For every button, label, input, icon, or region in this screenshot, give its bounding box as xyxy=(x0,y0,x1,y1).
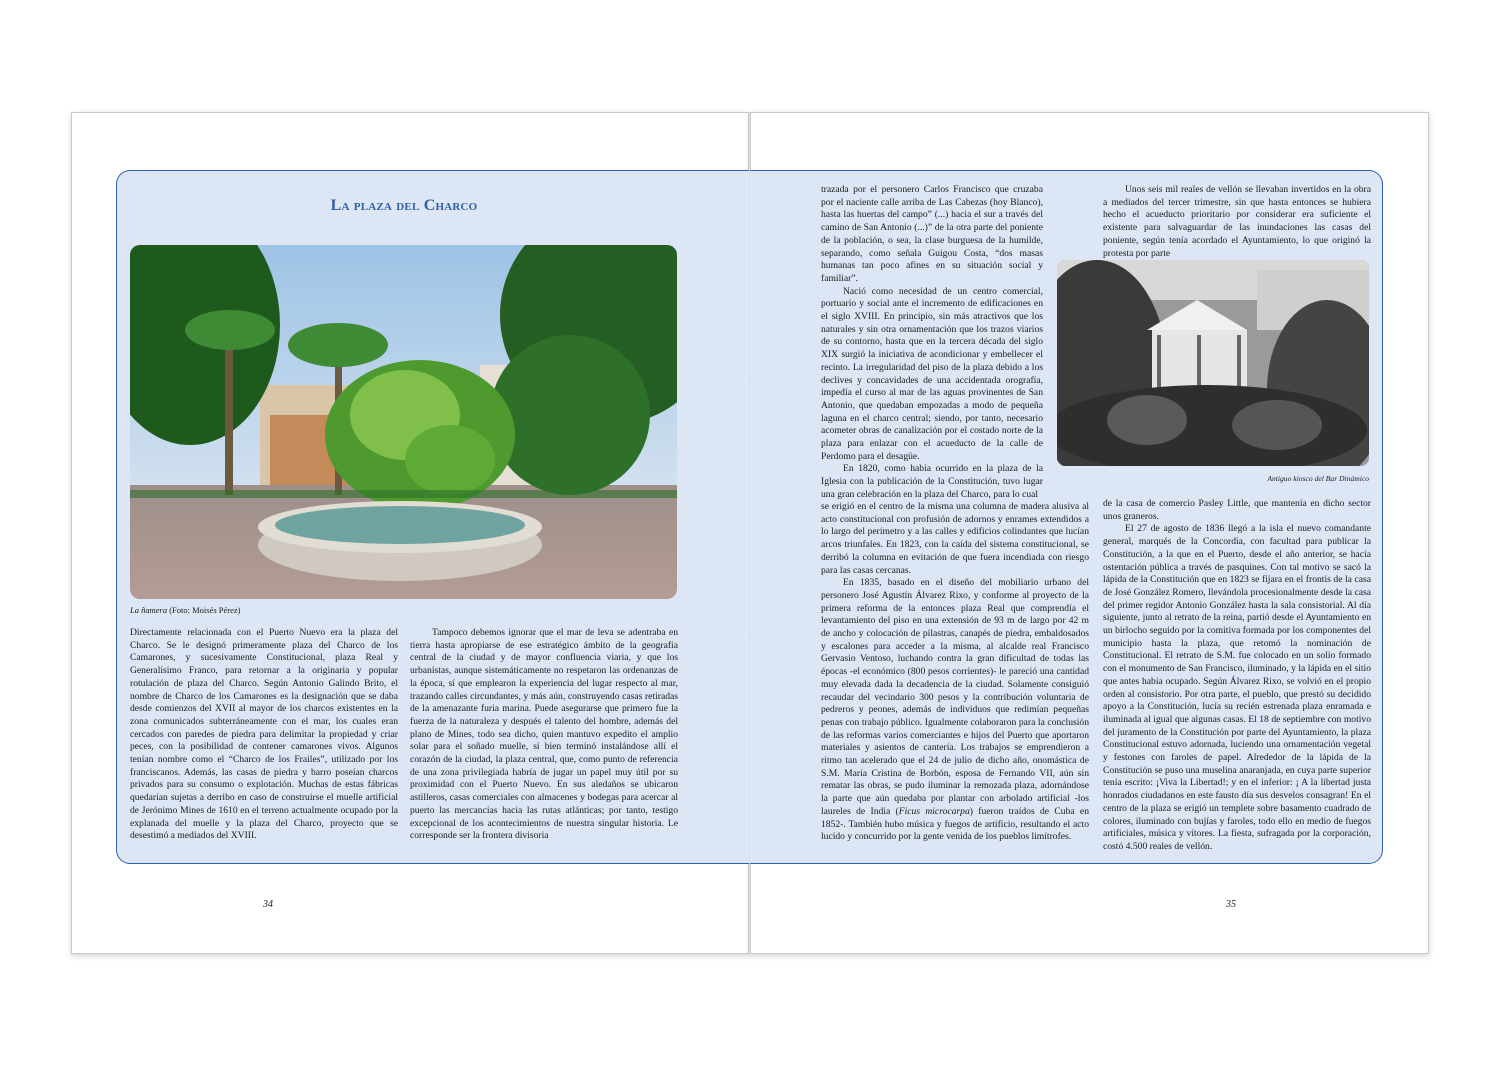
kiosk-historic-photo xyxy=(1057,260,1369,466)
page-number-right: 35 xyxy=(1226,899,1236,910)
paragraph: Unos seis mil reales de vellón se llevaban invertidos en la obra a mediados del tercer trimestre, sin que hasta entonces se hubiera hecho el acueducto prioritario por considerar era suficiente el existente para salvaguardar de las inundaciones las casas del poniente, según tenía acordado el Ayuntamiento, lo que originó la protesta por parte xyxy=(1103,184,1371,259)
text-column-4-lower xyxy=(1103,498,1371,854)
text-column-3 xyxy=(821,184,1043,502)
paragraph: En 1835, basado en el diseño del mobiliario urbano del personero José Agustín Álvarez Rixo, y conforme al proyecto de la primera reforma de la entonces plaza Real que comprendía el levantamiento del piso en una extensión de 93 m de largo por 42 m de ancho y colocación de pilastras, canapés de piedra, embaldosados y escalones para acceder a la misma, al alcalde real Francisco Gervasio Ventoso, luchando contra la gran dificultad de todas las épocas -el económico (800 pesos corrientes)- le pareció una cantidad muy elevada dada la decadencia de la ciudad. Solamente consiguió recaudar del vecindario 300 pesos y la contribución voluntaria de pedreros y peones, además de individuos que redimían pequeñas penas con trabajo público. Igualmente colaboraron para la conclusión de las reformas varios comerciantes e hijos del Puerto que aportaron materiales y asientos de cantería. Los trabajos se emprendieron a ritmo tan acelerado que el 24 de julio de dicho año, onomástica de S.M. María Cristina de Borbón, esposa de Fernando VII, aún sin rematar las obras, se pudo iluminar la remozada plaza, adornándose la parte que aún quedaba por plantar con arbolado artificial -los laureles de India (Ficus microcarpa) fueron traídos de Cuba en 1852-. También hubo música y fuegos de artificio, resultando el acto lucido y concurrido por la gente venida de los pueblos limítrofes. xyxy=(821,577,1089,843)
paragraph: de la casa de comercio Pasley Little, que mantenía en dicho sector unos graneros. xyxy=(1103,498,1371,522)
paragraph: Directamente relacionada con el Puerto Nuevo era la plaza del Charco. Se le designó primeramente plaza del Charco de los Camarones, y sucesivamente Constitucional, plaza Real y Generalísimo Franco, para retornar a la originaria y popular rotulación de plaza del Charco. Según Antonio Galindo Brito, el nombre de Charco de los Camarones es la designación que se daba desde comienzos del XVII al mayor de los charcos existentes en la zona comunicados subterráneamente con el mar, los cuales eran cercados con paredes de piedra para delimitar la propiedad y criar peces, con la posibilidad de contener camarones vivos. Algunos tenían nombre como el “Charco de los Frailes”, utilizado por los franciscanos. Además, las casas de piedra y barro poseían charcos privados para su consumo o explotación. Muchas de estas fábricas quedarían sujetas a derribo en caso de construirse el muelle artificial de Jerónimo Mines de 1610 en el terreno actualmente ocupado por la explanada del muelle y la plaza del Charco, proyecto que se desestimó a mediados del XVIII. xyxy=(130,627,398,842)
kiosk-photo-caption: Antiguo kiosco del Bar Dinámico xyxy=(1267,474,1369,483)
plaza-fountain-photo xyxy=(130,245,677,599)
text-column-3-lower xyxy=(821,501,1089,844)
paragraph: En 1820, como había ocurrido en la plaza de la Iglesia con la publicación de la Constitución, tuvo lugar una gran celebración en la plaza del Charco, para lo cual xyxy=(821,463,1043,500)
paragraph: El 27 de agosto de 1836 llegó a la isla el nuevo comandante general, marqués de la Concordia, con facultad para publicar la Constitución, a la que en el Puerto, desde el año anterior, se hacía ostentación pública a través de pasquines. Con tal motivo se sacó la lápida de la Constitución que en 1823 se fijara en el frontis de la casa de José González Romero, llevándola procesionalmente desde la casa del primer regidor Antonio González hasta la sala consistorial. Al día siguiente, junto al retrato de la reina, partió desde el Ayuntamiento en un birlocho seguido por la comitiva formada por los componentes del municipio hasta la plaza, que retomó la nominación de Constitucional. El retrato de S.M. fue colocado en un solio formado con el monumento de San Francisco, iluminado, y la lápida en el sitio que antes había ocupado. Según Álvarez Rixo, se volvió en el propio orden al consistorio. Por otra parte, el pueblo, que prestó su decidido apoyo a la Constitución, lucía su recién estrenada plaza enramada e iluminada al igual que algunas casas. El 18 de septiembre con motivo del juramento de la Constitución por parte del Ayuntamiento, la plaza Constitucional estuvo adornada, luciendo una ornamentación vegetal y festones con faroles de papel. Alrededor de la lápida de la Constitución se puso una muselina anaranjada, en cuya parte superior tenía escrito: ¡Viva la Libertad!; y en el inferior: ¡ A la libertad justa honrados ciudadanos en este fausto día sus desvelos consagran! En el centro de la plaza se erigió un templete sobre basamento cuadrado de colores, iluminado con bujías y faroles, todo ello en medio de fuegos artificiales, música y vítores. La fiesta, sufragada por la corporación, costó 4.500 reales de vellón. xyxy=(1103,523,1371,852)
photo-caption: La ñamera (Foto: Moisés Pérez) xyxy=(130,605,241,615)
paragraph: Tampoco debemos ignorar que el mar de leva se adentraba en tierra hasta apropiarse de ese estratégico ámbito de la geografía central de la ciudad y de mayor confluencia viaria, y que los urbanistas, aunque sistemáticamente no respetaron las ordenanzas de la época, sí que emplearon la experiencia del lugar respecto al mar, trazando calles circundantes, y más aún, construyendo casas retiradas de la amenazante furia marina. Puede asegurarse que primero fue la fuerza de la naturaleza y después el talento del hombre, además del plano de Mines, todo sea dicho, quien mantuvo expedito el amplio solar para el soñado muelle, si bien terminó instalándose allí el corazón de la ciudad, la plaza central, que, como punto de referencia de una zona privilegiada habría de jugar un papel muy útil por su proximidad con el Puerto Nuevo. En sus aledaños se ubicaron astilleros, casas comerciales con almacenes y bodegas para acercar al puerto las mercancías hacia las rutas atlánticas; por tanto, testigo excepcional de los acontecimientos de nuestra singular historia. Le corresponde ser la frontera divisoria xyxy=(410,627,678,842)
text-column-2 xyxy=(410,627,678,843)
paragraph: Nació como necesidad de un centro comercial, portuario y social ante el incremento de edificaciones en el siglo XVIII. En principio, sin más atractivos que los naturales y sin otra ornamentación que los trazos viarios de su contorno, hasta que en la tercera década del siglo XIX surgió la iniciativa de acondicionar y embellecer el recinto. La irregularidad del piso de la plaza debido a los declives y concavidades de una accidentada orografía, impedía el curso al mar de las aguas provinentes de San Antonio, que quedaban empozadas a modo de pequeña laguna en el charco central; siendo, por tanto, necesario acometer obras de canalización por el costado norte de la plaza para enlazar con el acueducto de la calle de Perdomo para el desagüe. xyxy=(821,285,1043,462)
paragraph: se erigió en el centro de la misma una columna de madera alusiva al acto constitucional con profusión de adornos y enrames extendidos a lo largo del perímetro y a las calles y edificios colindantes que lucían arcos triunfales. En 1823, con la caída del sistema constitucional, se derribó la columna en evitación de que fuera incendiada con riesgo para las casas cercanas. xyxy=(821,501,1089,576)
text-column-4-top xyxy=(1103,184,1371,260)
text-column-1 xyxy=(130,627,398,843)
article-title: La plaza del Charco xyxy=(330,197,478,214)
page-number-left: 34 xyxy=(263,899,273,910)
paragraph: trazada por el personero Carlos Francisco que cruzaba por el naciente calle arriba de Las Cabezas (hoy Blanco), hasta las huertas del campo” (...) hacia el sur a través del camino de San Antonio (...)” de la otra parte del poniente de la población, o sea, la clase burguesa de la humilde, separando, como señala Guigou Costa, “dos masas humanas tan poco afines en su situación social y familiar”. xyxy=(821,184,1043,284)
